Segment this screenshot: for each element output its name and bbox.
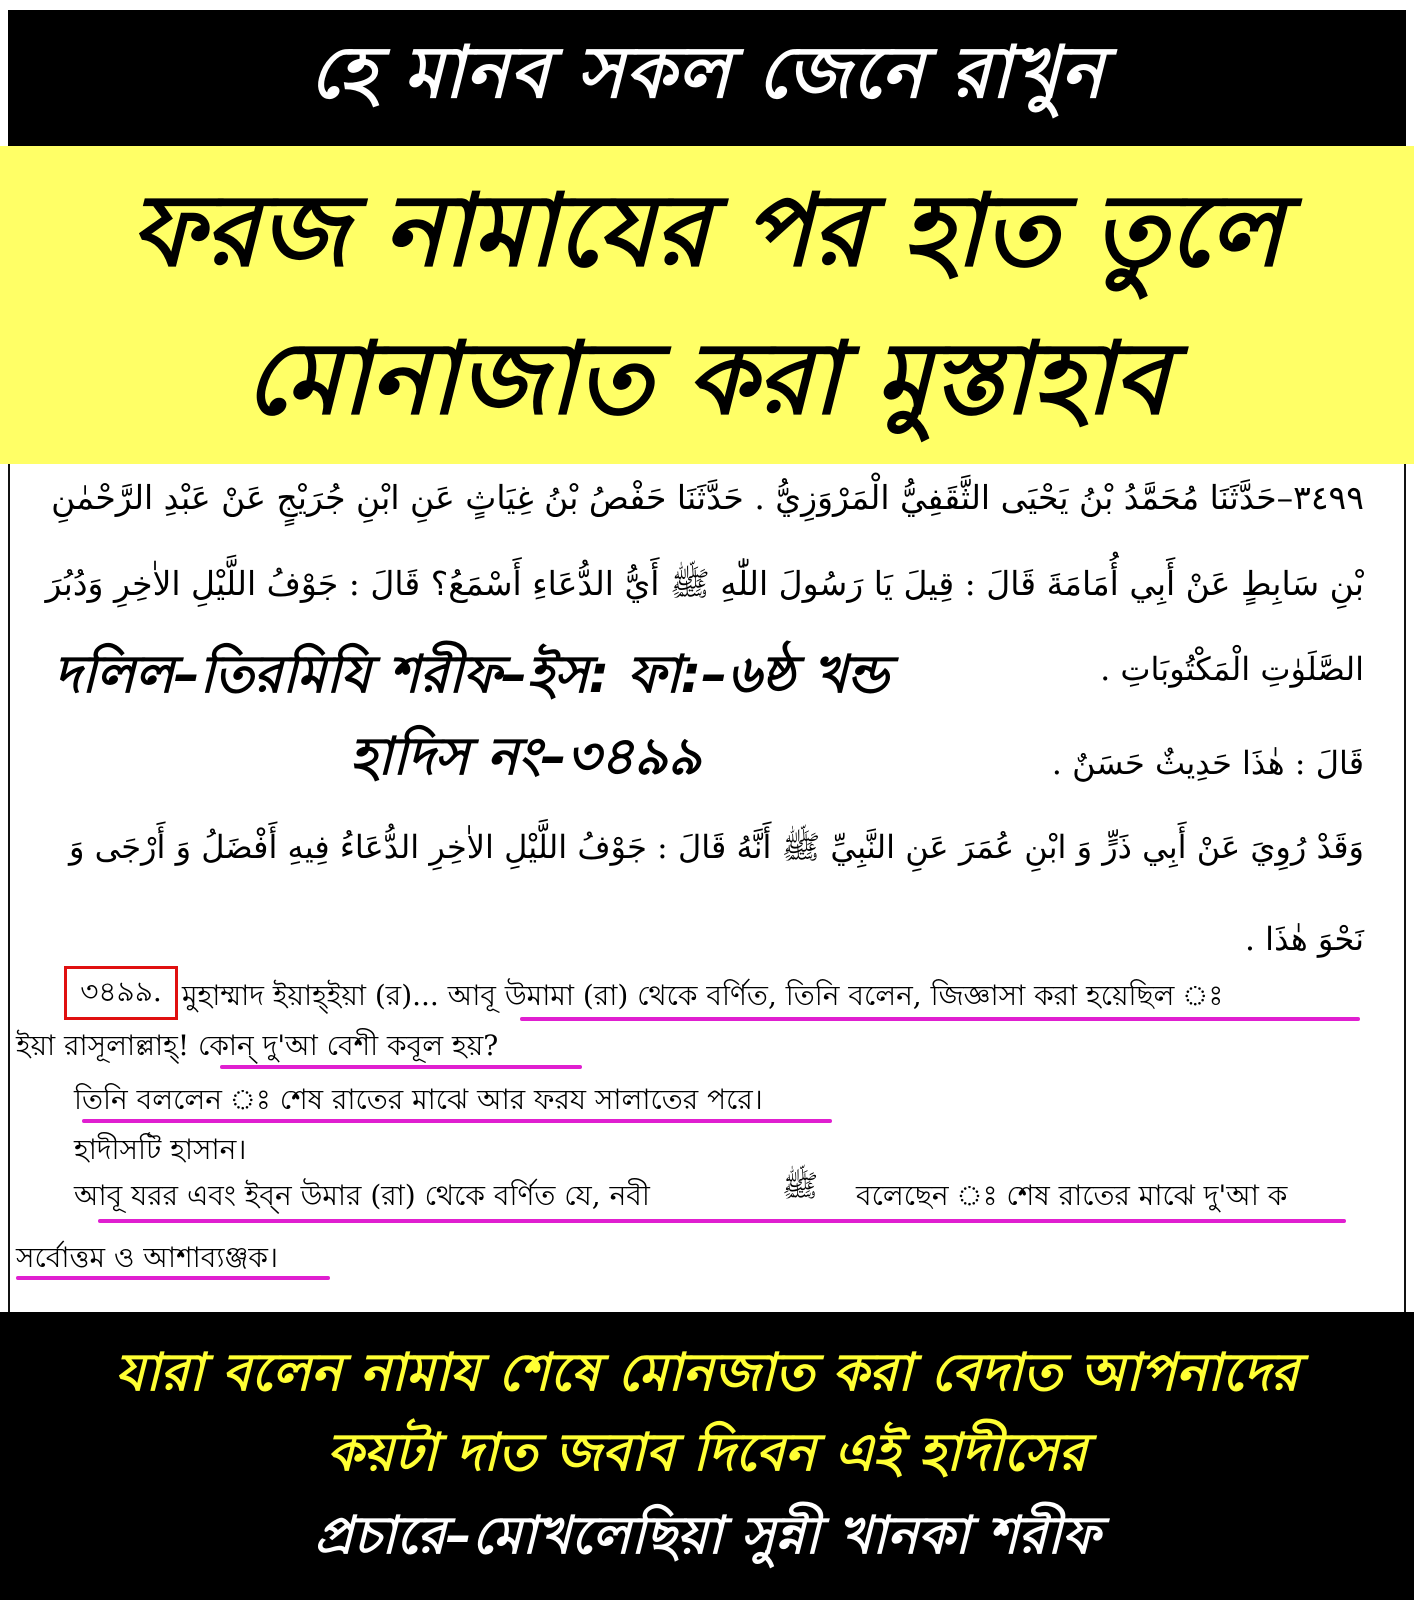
footer-line-1: যারা বলেন নামায শেষে মোনজাত করা বেদাত আপনাদের	[115, 1343, 1299, 1403]
bengali-line-6: বলেছেন ঃ শেষ রাতের মাঝে দু'আ ক	[856, 1179, 1288, 1212]
underline-3	[82, 1119, 832, 1123]
arabic-line-2: بْنِ سَابِطٍ عَنْ أَبِي أُمَامَةَ قَالَ : قِيلَ يَا رَسُولَ اللّٰهِ ﷺ أَيُّ الدُّعَاءِ أَسْمَعُ؟ قَالَ : جَوْفُ اللَّيْلِ الاٰخِرِ وَدُبُرَ	[45, 564, 1364, 603]
underline-2	[220, 1065, 582, 1069]
headline-line-2: মোনাজাত করা মুস্তাহাব	[244, 320, 1170, 437]
arabic-line-6: نَحْوَ هٰذَا .	[1244, 920, 1364, 958]
underline-1	[520, 1017, 1360, 1021]
bengali-line-7: সর্বোত্তম ও আশাব্যঞ্জক।	[16, 1241, 279, 1274]
bengali-line-1: মুহাম্মাদ ইয়াহ্ইয়া (র)... আবূ উমামা (রা) থেকে বর্ণিত, তিনি বলেন, জিজ্ঞাসা করা হয়েছিল ঃ	[182, 979, 1224, 1012]
bengali-line-5: আবূ যরর এবং ইব্ন উমার (রা) থেকে বর্ণিত যে, নবী	[74, 1179, 650, 1212]
headline-line-1: ফরজ নামাযের পর হাত তুলে	[130, 172, 1283, 289]
reference-hadith-number: হাদিস নং–৩৪৯৯	[350, 727, 702, 787]
banner-title: হে মানব সকল জেনে রাখুন	[309, 30, 1105, 114]
reference-source: দলিল–তিরমিযি শরীফ–ইস: ফা:–৬ষ্ঠ খন্ড	[54, 645, 889, 705]
bengali-line-3: তিনি বললেন ঃ শেষ রাতের মাঝে আর ফরয সালাতের পরে।	[74, 1083, 763, 1116]
hadith-scan	[8, 464, 1406, 1312]
bottom-banner	[0, 1312, 1414, 1600]
footer-credit: প্রচারে–মোখলেছিয়া সুন্নী খানকা শরীফ	[314, 1506, 1100, 1566]
hadith-number-box: ৩৪৯৯.	[64, 966, 178, 1020]
arabic-line-1: ٣٤٩٩–حَدَّثَنَا مُحَمَّدُ بْنُ يَحْيَى الثَّقَفِيُّ الْمَرْوَزِيُّ . حَدَّثَنَا حَفْصُ بْنُ غِيَاثٍ عَنِ ابْنِ جُرَيْجٍ عَنْ عَبْدِ الرَّحْمٰنِ	[51, 478, 1364, 517]
top-banner	[8, 10, 1406, 146]
underline-4	[98, 1219, 1346, 1223]
arabic-line-5: وَقَدْ رُوِيَ عَنْ أَبِي ذَرٍّ وَ ابْنِ عُمَرَ عَنِ النَّبِيِّ ﷺ أَنَّهُ قَالَ : جَوْفُ اللَّيْلِ الاٰخِرِ الدُّعَاءُ فِيهِ أَفْضَلُ وَ أَرْجَى وَ	[68, 828, 1364, 866]
headline-band	[0, 146, 1414, 464]
bengali-line-2: ইয়া রাসূলাল্লাহ্! কোন্ দু'আ বেশী কবূল হয়?	[16, 1029, 499, 1062]
bengali-line-4: হাদীসটি হাসান।	[74, 1133, 247, 1166]
footer-line-2: কয়টা দাত জবাব দিবেন এই হাদীসের	[327, 1423, 1087, 1483]
salutation-glyph-icon: ﷺ	[782, 1169, 819, 1204]
arabic-line-4: قَالَ : هٰذَا حَدِيثٌ حَسَنٌ .	[1051, 744, 1364, 782]
underline-5	[16, 1276, 330, 1280]
arabic-line-3: الصَّلَوٰتِ الْمَكْتُوبَاتِ .	[1100, 650, 1364, 688]
